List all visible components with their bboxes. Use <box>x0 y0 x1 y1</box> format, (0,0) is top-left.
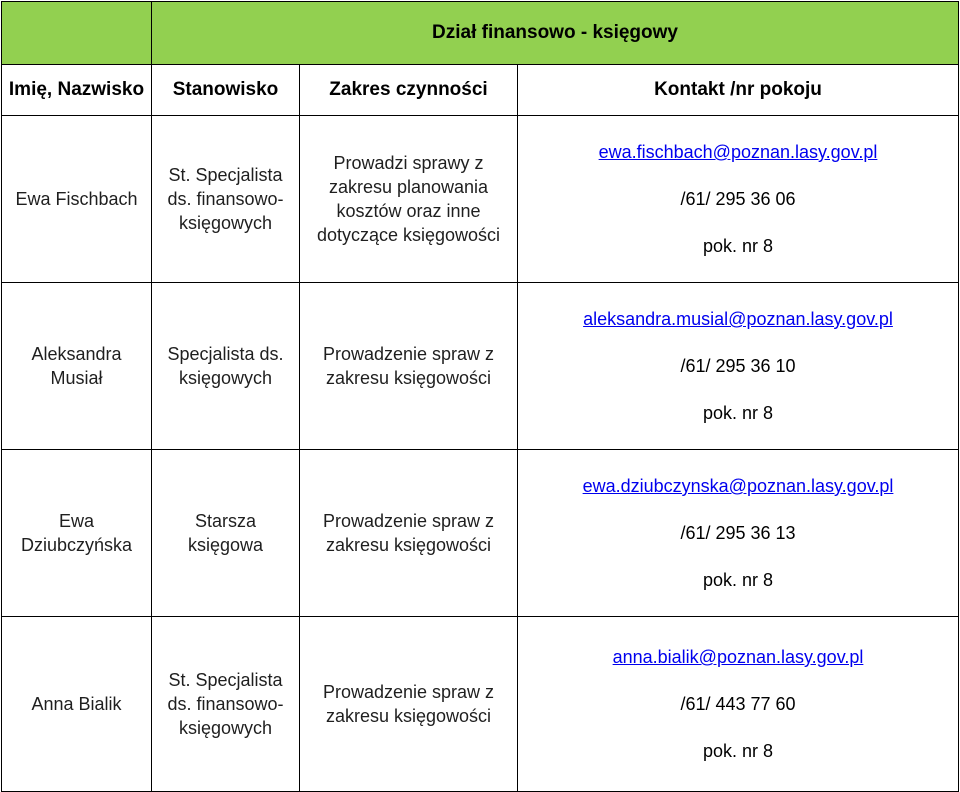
person-scope: Prowadzenie spraw z zakresu księgowości <box>300 450 518 617</box>
person-position: St. Specjalista ds. finansowo-księgowych <box>152 116 300 283</box>
header-contact: Kontakt /nr pokoju <box>518 65 959 116</box>
header-position: Stanowisko <box>152 65 300 116</box>
phone-number: /61/ 295 36 10 <box>680 356 796 376</box>
email-link[interactable]: ewa.dziubczynska@poznan.lasy.gov.pl <box>582 476 894 496</box>
department-title-row <box>2 2 959 65</box>
person-position: St. Specjalista ds. finansowo-księgowych <box>152 617 300 792</box>
table-row <box>2 450 959 617</box>
person-contact <box>518 116 959 283</box>
person-name: Ewa Dziubczyńska <box>2 450 152 617</box>
person-scope: Prowadzi sprawy z zakresu planowania kosztów oraz inne dotyczące księgowości <box>300 116 518 283</box>
room-number: pok. nr 8 <box>702 741 774 761</box>
phone-number: /61/ 295 36 06 <box>680 189 796 209</box>
email-link[interactable]: anna.bialik@poznan.lasy.gov.pl <box>612 647 864 667</box>
table-row <box>2 116 959 283</box>
table-row <box>2 617 959 792</box>
department-title-spacer <box>2 2 152 65</box>
room-number: pok. nr 8 <box>702 403 774 423</box>
header-scope: Zakres czynności <box>300 65 518 116</box>
person-contact <box>518 617 959 792</box>
header-name: Imię, Nazwisko <box>2 65 152 116</box>
person-name: Aleksandra Musiał <box>2 283 152 450</box>
person-scope: Prowadzenie spraw z zakresu księgowości <box>300 283 518 450</box>
room-number: pok. nr 8 <box>702 570 774 590</box>
table-row <box>2 283 959 450</box>
department-title: Dział finansowo - księgowy <box>152 2 959 65</box>
person-position: Specjalista ds. księgowych <box>152 283 300 450</box>
person-name: Ewa Fischbach <box>2 116 152 283</box>
person-name: Anna Bialik <box>2 617 152 792</box>
email-link[interactable]: ewa.fischbach@poznan.lasy.gov.pl <box>598 142 878 162</box>
phone-number: /61/ 443 77 60 <box>680 694 796 714</box>
phone-number: /61/ 295 36 13 <box>680 523 796 543</box>
person-position: Starsza księgowa <box>152 450 300 617</box>
person-contact <box>518 283 959 450</box>
person-contact <box>518 450 959 617</box>
staff-table <box>1 1 959 792</box>
room-number: pok. nr 8 <box>702 236 774 256</box>
email-link[interactable]: aleksandra.musial@poznan.lasy.gov.pl <box>583 309 893 329</box>
person-scope: Prowadzenie spraw z zakresu księgowości <box>300 617 518 792</box>
header-row <box>2 65 959 116</box>
